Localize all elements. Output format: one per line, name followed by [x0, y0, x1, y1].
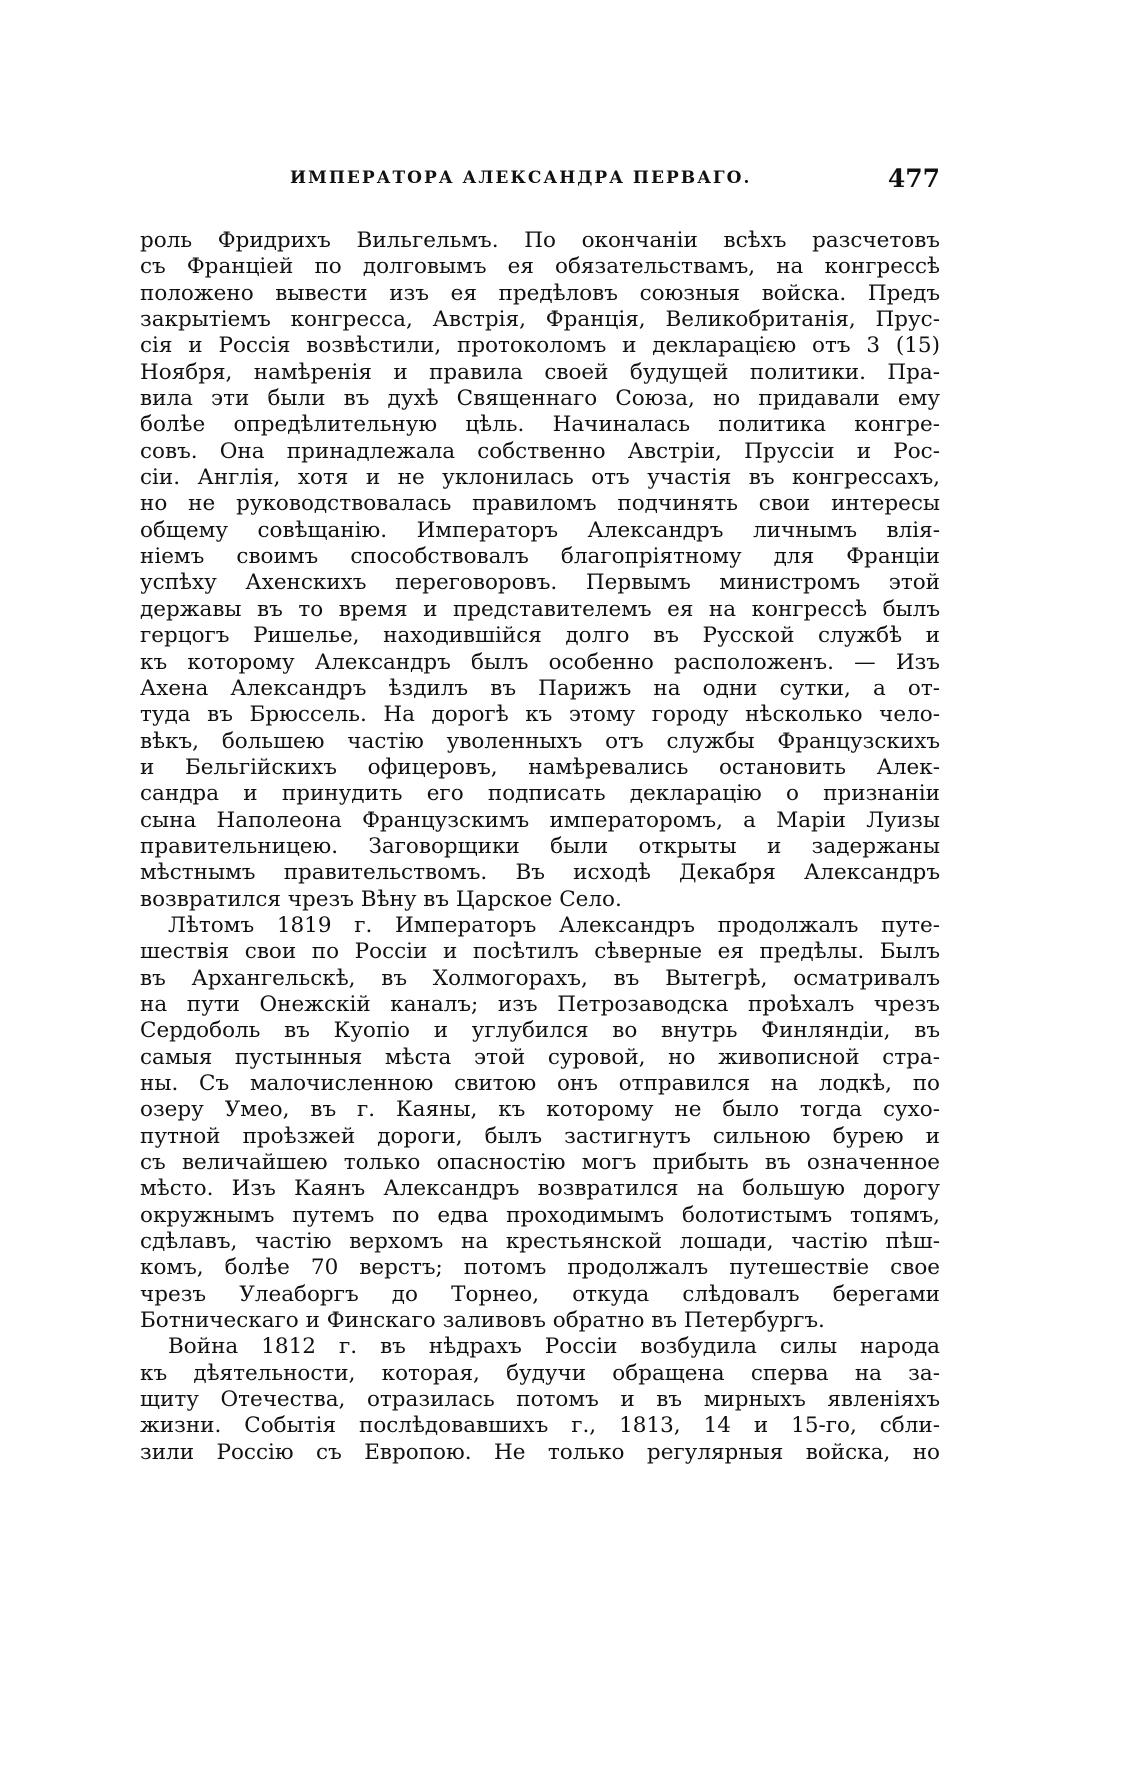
text-line: жизни. Событія послѣдовавшихъ г., 1813, 14 и 15-го, сбли-: [140, 1413, 940, 1439]
text-line: щиту Отечества, отразилась потомъ и въ мирныхъ явленіяхъ: [140, 1387, 940, 1413]
text-line: правительницею. Заговорщики были открыты и задержаны: [140, 833, 940, 859]
body-text: [140, 228, 940, 1466]
text-line: озеру Умео, въ г. Каяны, къ которому не было тогда сухо-: [140, 1097, 940, 1123]
text-line: мѣстнымъ правительствомъ. Въ исходѣ Декабря Александръ: [140, 860, 940, 886]
text-line: Лѣтомъ 1819 г. Императоръ Александръ продолжалъ путе-: [168, 912, 940, 938]
text-line: сія и Россія возвѣстили, протоколомъ и декларацією отъ 3 (15): [140, 333, 940, 359]
text-line: ны. Съ малочисленною свитою онъ отправился на лодкѣ, по: [140, 1071, 940, 1096]
text-line: общему совѣщанію. Императоръ Александръ личнымъ влія-: [140, 517, 940, 543]
text-line: самыя пустынныя мѣста этой суровой, но живописной стра-: [140, 1044, 940, 1070]
text-line: ніемъ своимъ способствовалъ благопріятному для Франціи: [140, 544, 940, 570]
text-line: окружнымъ путемъ по едва проходимымъ болотистымъ топямъ,: [140, 1202, 940, 1228]
text-line: Сердоболь въ Куопіо и углубился во внутрь Финляндіи, въ: [140, 1018, 940, 1044]
text-line: сдѣлавъ, частію верхомъ на крестьянской лошади, частію пѣш-: [140, 1229, 940, 1255]
text-line: на пути Онежскій каналъ; изъ Петрозаводска проѣхалъ чрезъ: [140, 991, 940, 1017]
text-line: къ дѣятельности, которая, будучи обращена сперва на за-: [140, 1360, 940, 1386]
page-number: 477: [887, 164, 940, 193]
text-line: комъ, болѣе 70 верстъ; потомъ продолжалъ путешествіе свое: [140, 1255, 940, 1281]
text-line: закрытіемъ конгресса, Австрія, Франція, Великобританія, Прус-: [140, 307, 940, 333]
text-line: сіи. Англія, хотя и не уклонилась отъ участія въ конгрессахъ,: [140, 465, 940, 491]
text-line: державы въ то время и представителемъ ея на конгрессѣ былъ: [140, 596, 940, 622]
text-line: Ноября, намѣренія и правила своей будущей политики. Пра-: [140, 359, 940, 385]
text-line: зили Россію съ Европою. Не только регулярныя войска, но: [140, 1439, 940, 1465]
text-line: совъ. Она принадлежала собственно Австріи, Пруссіи и Рос-: [140, 438, 940, 464]
text-line: Ахена Александръ ѣздилъ въ Парижъ на одни сутки, а от-: [140, 675, 940, 701]
text-line: съ Франціей по долговымъ ея обязательствамъ, на конгрессѣ: [140, 254, 940, 280]
text-line: путной проѣзжей дороги, былъ застигнутъ сильною бурею и: [140, 1123, 940, 1149]
text-line: но не руководствовалась правиломъ подчинять свои интересы: [140, 491, 940, 517]
text-line: въ Архангельскѣ, въ Холмогорахъ, въ Вытегрѣ, осматривалъ: [140, 965, 940, 991]
running-head: ИМПЕРАТОРА АЛЕКСАНДРА ПЕРВАГО.: [290, 168, 752, 188]
text-line: вѣкъ, большею частію уволенныхъ отъ службы Французскихъ: [140, 728, 940, 754]
text-line: туда въ Брюссель. На дорогѣ къ этому городу нѣсколько чело-: [140, 702, 940, 728]
text-line: герцогъ Ришелье, находившійся долго въ Русской службѣ и: [140, 623, 940, 649]
text-line: сандра и принудить его подписать декларацію о признаніи: [140, 781, 940, 807]
page-header: [140, 164, 940, 198]
text-line: вила эти были въ духѣ Священнаго Союза, но придавали ему: [140, 386, 940, 412]
text-line: роль Фридрихъ Вильгельмъ. По окончаніи всѣхъ разсчетовъ: [140, 228, 940, 253]
text-line: возвратился чрезъ Вѣну въ Царское Село.: [140, 886, 622, 912]
text-line: Ботническаго и Финскаго заливовъ обратно въ Петербургъ.: [140, 1308, 825, 1334]
text-line: къ которому Александръ былъ особенно расположенъ. — Изъ: [140, 649, 940, 675]
text-line: шествія свои по Россіи и посѣтилъ сѣверные ея предѣлы. Былъ: [140, 939, 940, 965]
text-line: Война 1812 г. въ нѣдрахъ Россіи возбудила силы народа: [168, 1334, 940, 1360]
text-line: сына Наполеона Французскимъ императоромъ, а Маріи Луизы: [140, 807, 940, 833]
text-line: положено вывести изъ ея предѣловъ союзныя войска. Предъ: [140, 280, 940, 306]
text-line: мѣсто. Изъ Каянъ Александръ возвратился на большую дорогу: [140, 1176, 940, 1202]
text-line: успѣху Ахенскихъ переговоровъ. Первымъ министромъ этой: [140, 570, 940, 596]
text-line: чрезъ Улеаборгъ до Торнео, откуда слѣдовалъ берегами: [140, 1281, 940, 1307]
text-line: съ величайшею только опасностію могъ прибыть въ означенное: [140, 1150, 940, 1176]
text-line: болѣе опредѣлительную цѣль. Начиналась политика конгре-: [140, 412, 940, 438]
text-line: и Бельгійскихъ офицеровъ, намѣревались остановить Алек-: [140, 754, 940, 780]
